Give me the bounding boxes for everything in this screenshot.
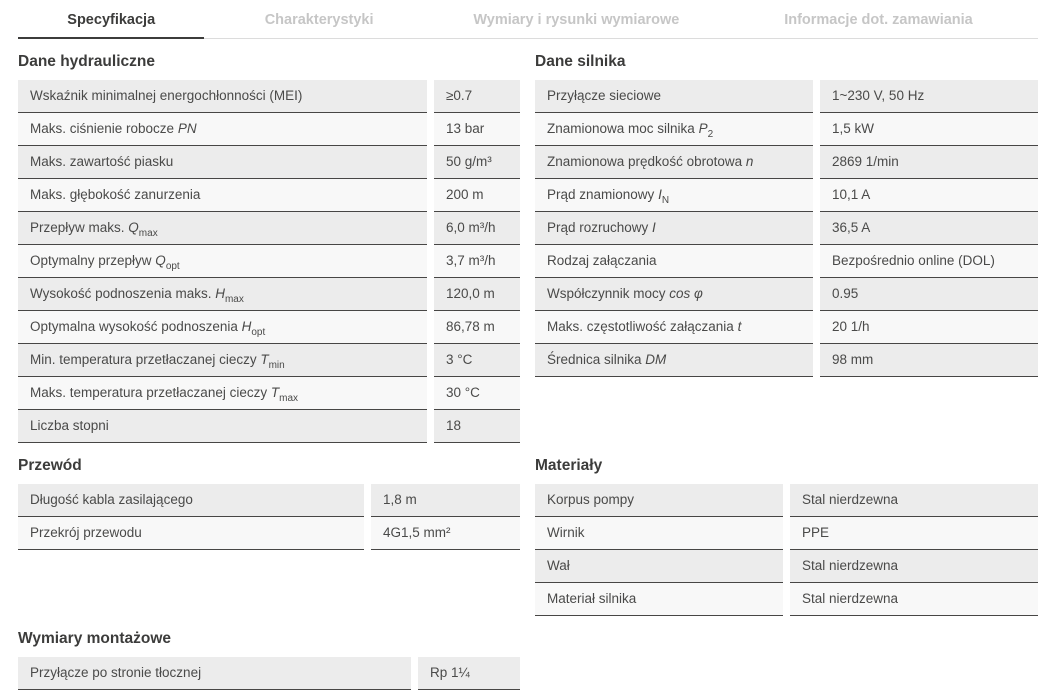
spec-row — [18, 245, 520, 278]
label-text: Przepływ maks. — [30, 220, 129, 235]
spec-label — [18, 484, 364, 517]
label-symbol: Q — [155, 253, 166, 268]
spec-label — [535, 179, 813, 212]
label-text: Wirnik — [547, 525, 585, 540]
spec-label — [18, 113, 427, 146]
spec-label — [18, 657, 411, 690]
spec-label — [18, 377, 427, 410]
label-text: Znamionowa moc silnika — [547, 121, 699, 136]
tab-charakterystyki[interactable]: Charakterystyki — [264, 12, 374, 28]
label-text: Min. temperatura przetłaczanej cieczy — [30, 352, 261, 367]
spec-label — [535, 146, 813, 179]
label-symbol: P — [698, 121, 708, 136]
spec-table — [18, 80, 520, 443]
label-text: Rodzaj załączania — [547, 253, 657, 268]
spec-value: 50 g/m³ — [434, 146, 520, 179]
label-symbol: I — [652, 220, 656, 235]
spec-value: 4G1,5 mm² — [371, 517, 520, 550]
spec-row — [535, 344, 1038, 377]
label-subscript: opt — [165, 261, 180, 272]
label-text: Przyłącze sieciowe — [547, 88, 662, 103]
spec-label — [18, 344, 427, 377]
section-motor-data — [535, 39, 1038, 377]
tab-wymiary-i-rysunki-wymiarowe[interactable]: Wymiary i rysunki wymiarowe — [473, 12, 680, 28]
label-text: Optymalna wysokość podnoszenia — [30, 319, 242, 334]
label-text: Maks. zawartość piasku — [30, 154, 174, 169]
label-symbol: PN — [177, 121, 197, 136]
spec-row — [18, 410, 520, 443]
spec-row — [535, 517, 1038, 550]
spec-value: 30 °C — [434, 377, 520, 410]
section-materials — [535, 443, 1038, 616]
label-text: Prąd rozruchowy — [547, 220, 653, 235]
spec-row — [18, 80, 520, 113]
label-text: Wysokość podnoszenia maks. — [30, 286, 216, 301]
label-text: Wskaźnik minimalnej energochłonności (MEI) — [30, 88, 303, 103]
section-title: Dane hydrauliczne — [18, 53, 155, 70]
spec-value: 200 m — [434, 179, 520, 212]
spec-label — [535, 212, 813, 245]
spec-value: 13 bar — [434, 113, 520, 146]
spec-label — [535, 245, 813, 278]
spec-value: Rp 1¼ — [418, 657, 520, 690]
tab-bar — [18, 0, 1038, 39]
spec-row — [18, 146, 520, 179]
spec-value: 2869 1/min — [820, 146, 1038, 179]
label-text: Wał — [547, 558, 570, 573]
spec-value: 3 °C — [434, 344, 520, 377]
label-symbol: Q — [128, 220, 139, 235]
spec-table — [18, 484, 520, 550]
spec-label — [535, 113, 813, 146]
spec-row — [18, 179, 520, 212]
spec-label — [535, 278, 813, 311]
spec-value: Stal nierdzewna — [790, 484, 1038, 517]
spec-row — [535, 278, 1038, 311]
spec-row — [18, 212, 520, 245]
label-subscript: 2 — [707, 129, 714, 140]
label-text: Maks. ciśnienie robocze — [30, 121, 178, 136]
spec-row — [18, 377, 520, 410]
spec-value: 1~230 V, 50 Hz — [820, 80, 1038, 113]
label-subscript: N — [661, 195, 670, 206]
label-symbol: T — [260, 352, 269, 367]
spec-label — [535, 311, 813, 344]
label-subscript: min — [268, 360, 285, 371]
spec-row — [18, 344, 520, 377]
spec-row — [535, 550, 1038, 583]
spec-row — [535, 212, 1038, 245]
section-title: Przewód — [18, 457, 82, 474]
spec-row — [535, 583, 1038, 616]
label-text: Współczynnik mocy — [547, 286, 670, 301]
label-text: Prąd znamionowy — [547, 187, 659, 202]
section-cable — [18, 443, 520, 550]
spec-row — [535, 146, 1038, 179]
section-mounting-dimensions — [18, 616, 520, 690]
spec-label — [18, 212, 427, 245]
spec-row — [18, 657, 520, 690]
spec-label — [18, 311, 427, 344]
label-symbol: DM — [645, 352, 667, 367]
label-text: Długość kabla zasilającego — [30, 492, 193, 507]
spec-row — [18, 517, 520, 550]
spec-row — [18, 484, 520, 517]
spec-value: 0.95 — [820, 278, 1038, 311]
spec-value: 36,5 A — [820, 212, 1038, 245]
spec-value: ≥0.7 — [434, 80, 520, 113]
spec-label — [535, 517, 783, 550]
spec-label — [18, 278, 427, 311]
spec-row — [535, 245, 1038, 278]
label-text: Maks. głębokość zanurzenia — [30, 187, 201, 202]
label-subscript: max — [138, 228, 158, 239]
spec-value: 120,0 m — [434, 278, 520, 311]
spec-label — [535, 550, 783, 583]
tab-specyfikacja[interactable]: Specyfikacja — [18, 0, 204, 38]
label-symbol: H — [215, 286, 225, 301]
spec-row — [535, 484, 1038, 517]
spec-label — [18, 179, 427, 212]
label-text: Przyłącze po stronie tłocznej — [30, 665, 202, 680]
spec-row — [535, 179, 1038, 212]
spec-value: Bezpośrednio online (DOL) — [820, 245, 1038, 278]
label-text: Maks. częstotliwość załączania — [547, 319, 738, 334]
spec-value: 3,7 m³/h — [434, 245, 520, 278]
spec-value: Stal nierdzewna — [790, 550, 1038, 583]
spec-label — [18, 146, 427, 179]
spec-sections — [18, 39, 1038, 690]
spec-value: 98 mm — [820, 344, 1038, 377]
section-title: Dane silnika — [535, 53, 626, 70]
label-text: Maks. temperatura przetłaczanej cieczy — [30, 385, 271, 400]
label-text: Korpus pompy — [547, 492, 635, 507]
spec-label — [18, 517, 364, 550]
spec-table — [18, 657, 520, 690]
label-subscript: max — [224, 294, 244, 305]
spec-table — [535, 80, 1038, 377]
spec-label — [535, 344, 813, 377]
spec-value: PPE — [790, 517, 1038, 550]
spec-row — [535, 311, 1038, 344]
section-title: Materiały — [535, 457, 603, 474]
tab-informacje-dot-zamawiania[interactable]: Informacje dot. zamawiania — [784, 12, 973, 28]
spec-value: 20 1/h — [820, 311, 1038, 344]
label-symbol: I — [658, 187, 662, 202]
label-symbol: cos φ — [669, 286, 703, 301]
spec-value: 18 — [434, 410, 520, 443]
spec-value: 1,8 m — [371, 484, 520, 517]
label-symbol: H — [241, 319, 252, 334]
label-symbol: t — [737, 319, 742, 334]
label-subscript: max — [279, 393, 299, 404]
label-text: Średnica silnika — [547, 352, 646, 367]
spec-row — [535, 80, 1038, 113]
label-text: Materiał silnika — [547, 591, 637, 606]
label-text: Znamionowa prędkość obrotowa — [547, 154, 746, 169]
section-hydraulic-data — [18, 39, 520, 443]
spec-label — [535, 484, 783, 517]
spec-label — [18, 80, 427, 113]
label-symbol: n — [745, 154, 754, 169]
spec-value: 86,78 m — [434, 311, 520, 344]
spec-label — [535, 583, 783, 616]
label-subscript: opt — [251, 327, 266, 338]
spec-value: Stal nierdzewna — [790, 583, 1038, 616]
label-text: Liczba stopni — [30, 418, 109, 433]
label-text: Przekrój przewodu — [30, 525, 142, 540]
label-symbol: T — [270, 385, 280, 400]
spec-row — [18, 278, 520, 311]
spec-row — [535, 113, 1038, 146]
spec-row — [18, 113, 520, 146]
spec-value: 6,0 m³/h — [434, 212, 520, 245]
spec-table — [535, 484, 1038, 616]
spec-value: 10,1 A — [820, 179, 1038, 212]
spec-label — [535, 80, 813, 113]
spec-label — [18, 245, 427, 278]
spec-value: 1,5 kW — [820, 113, 1038, 146]
label-text: Optymalny przepływ — [30, 253, 156, 268]
spec-label — [18, 410, 427, 443]
spec-row — [18, 311, 520, 344]
section-title: Wymiary montażowe — [18, 630, 172, 647]
